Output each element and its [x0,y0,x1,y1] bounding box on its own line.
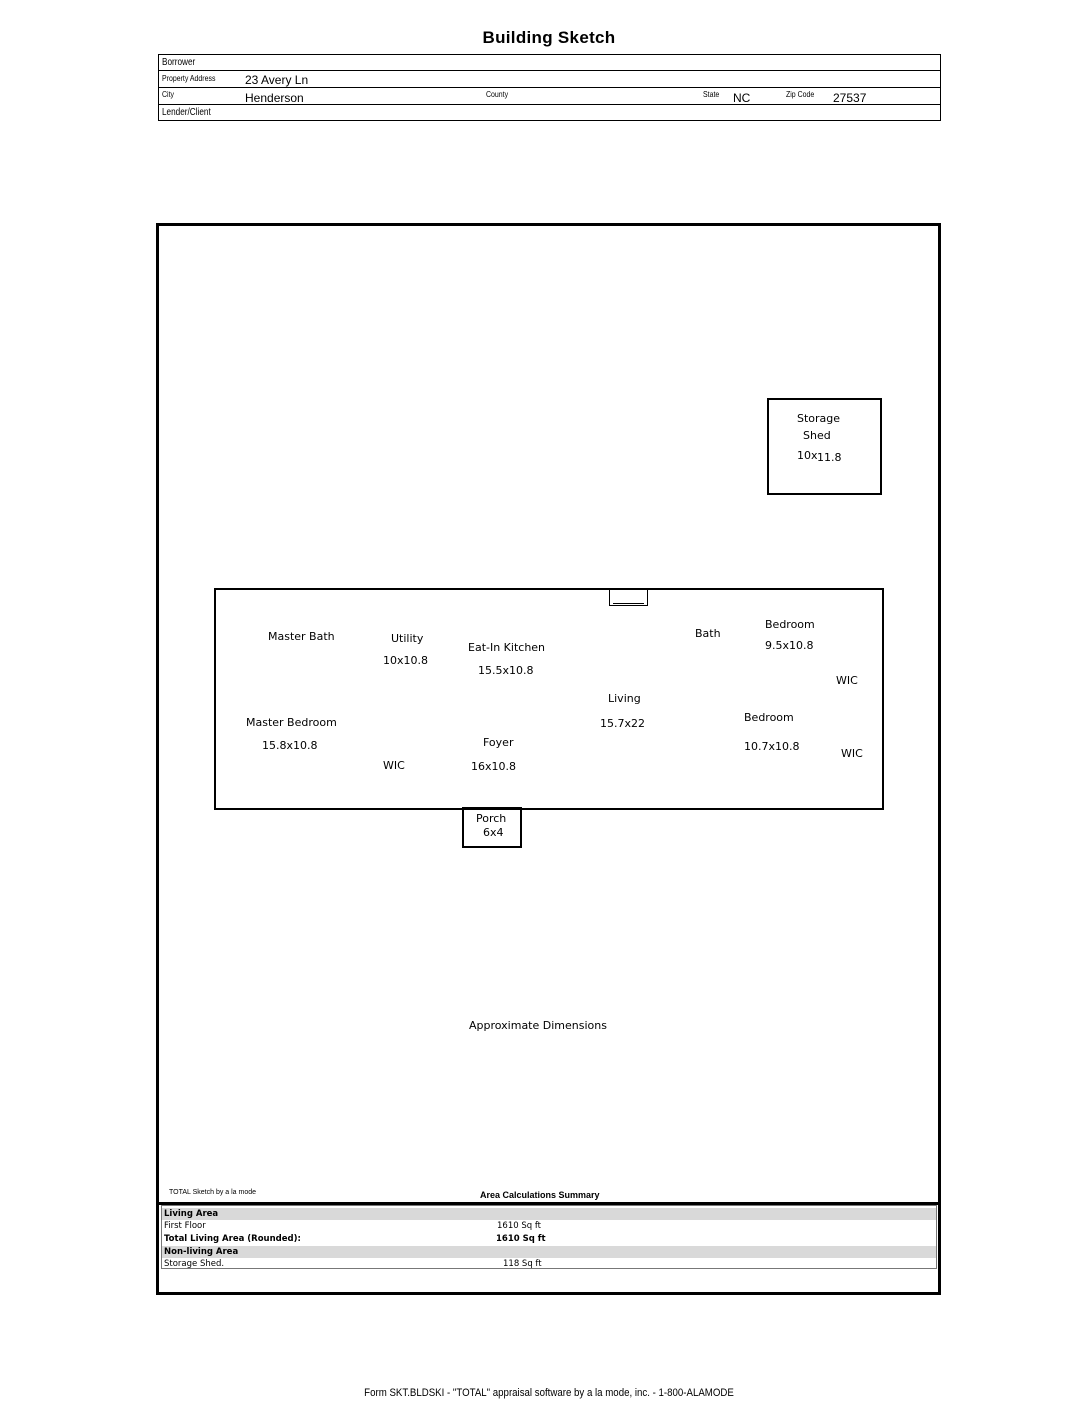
summary-row-non-living [162,1246,936,1258]
door-symbol-sill [613,603,644,604]
room-master-bedroom-dims: 15.8x10.8 [262,739,318,752]
approximate-dimensions-note: Approximate Dimensions [469,1019,607,1032]
room-bedroom-2: Bedroom [744,711,794,724]
shed-label-line1: Storage [797,412,841,425]
room-wic-3: WIC [841,747,863,760]
sketch-credit: TOTAL Sketch by a la mode [169,1189,257,1196]
room-master-bath: Master Bath [268,630,335,643]
first-floor-label: First Floor [164,1221,206,1231]
property-address-label: Property Address [162,73,216,83]
summary-row-storage-shed [162,1258,936,1270]
room-bath: Bath [695,627,721,640]
room-living-dims: 15.7x22 [600,717,645,730]
room-kitchen-dims: 15.5x10.8 [478,664,534,677]
room-wic-2: WIC [383,759,405,772]
state-label: State [703,89,720,99]
room-utility-dims: 10x10.8 [383,654,428,667]
city-label: City [162,89,175,99]
room-living: Living [608,692,641,705]
non-living-area-label: Non-living Area [164,1247,239,1257]
room-wic-1: WIC [836,674,858,687]
summary-row-first-floor [162,1220,936,1232]
shed-dimensions-width: 10x [797,449,818,462]
room-utility: Utility [391,632,424,645]
borrower-label: Borrower [162,57,196,68]
room-bedroom-1: Bedroom [765,618,815,631]
storage-shed-area-value: 118 Sq ft [503,1259,542,1269]
zip-label: Zip Code [786,89,815,99]
lender-row [159,104,940,120]
page-title: Building Sketch [482,28,616,47]
room-foyer: Foyer [483,736,514,749]
area-summary-title: Area Calculations Summary [480,1190,600,1200]
city-row [159,87,940,105]
property-address-row [159,70,940,88]
lender-label: Lender/Client [162,107,211,118]
state-value: NC [733,91,751,105]
city-value: Henderson [245,91,304,105]
room-kitchen: Eat-In Kitchen [468,641,546,654]
summary-row-living-area [162,1208,936,1220]
room-master-bedroom: Master Bedroom [246,716,337,729]
total-living-area-label: Total Living Area (Rounded): [164,1234,301,1244]
shed-label-line2: Shed [803,429,831,442]
porch-dims: 6x4 [483,826,504,839]
area-summary-table [161,1205,937,1269]
summary-row-total [162,1233,936,1245]
borrower-row [159,55,940,71]
storage-shed-area-label: Storage Shed. [164,1259,225,1269]
room-bedroom-2-dims: 10.7x10.8 [744,740,800,753]
form-footer: Form SKT.BLDSKI - "TOTAL" appraisal software by a la mode, inc. - 1-800-ALAMODE [364,1387,734,1399]
porch-label: Porch [476,812,507,825]
living-area-label: Living Area [164,1209,219,1219]
shed-dimensions-depth: 11.8 [817,451,842,464]
first-floor-value: 1610 Sq ft [497,1221,542,1231]
county-label: County [486,89,509,99]
property-address-value: 23 Avery Ln [245,73,309,87]
header-info-table [158,54,941,121]
room-bedroom-1-dims: 9.5x10.8 [765,639,814,652]
room-foyer-dims: 16x10.8 [471,760,516,773]
zip-value: 27537 [833,91,867,105]
total-living-area-value: 1610 Sq ft [496,1234,546,1244]
